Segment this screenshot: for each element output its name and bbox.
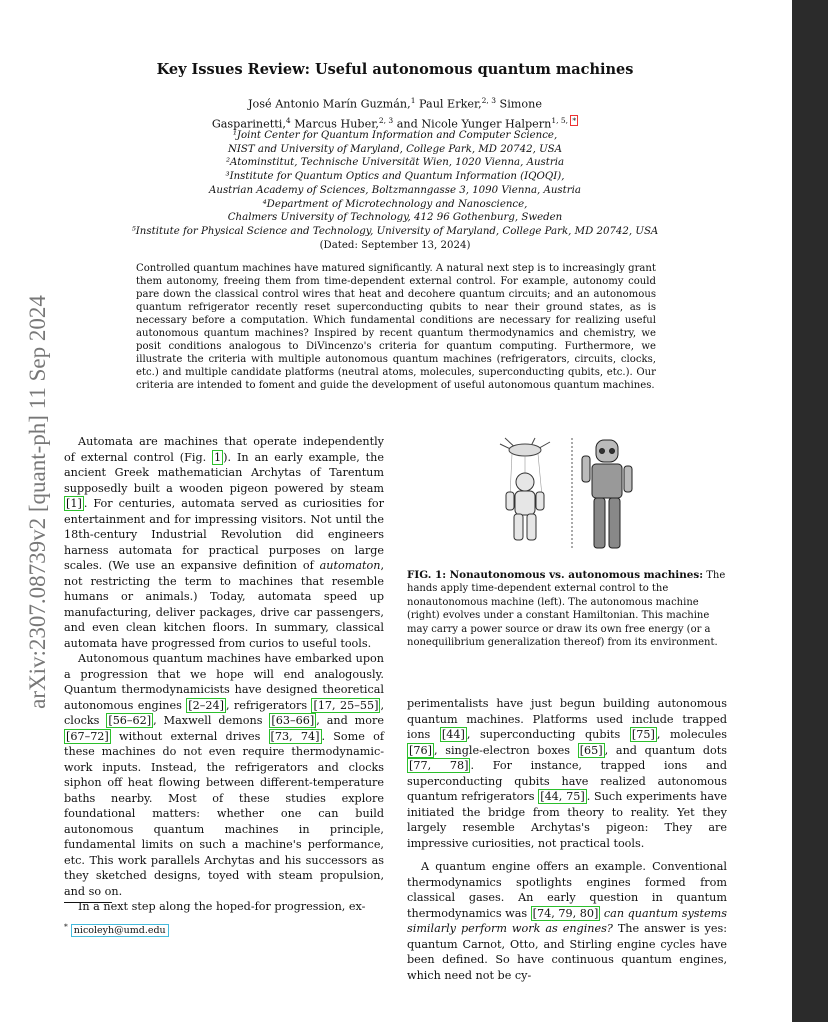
citation-link[interactable]: [44, 75] [540,790,585,803]
dated-line: (Dated: September 13, 2024) [319,239,471,251]
text-run: Automata are machines that operate independently of external control (Fig. [64,435,384,464]
citation-link[interactable]: [17, 25–55] [313,698,379,712]
author-list [80,93,710,132]
citation-link[interactable]: [1] [66,497,82,510]
text-run: without external drives [110,729,269,743]
text-run: Autonomous quantum machines have embarked upon a progression that we hope will end analogously. Quantum thermodynamicists have designed theoretical autonomous engines [64,652,384,712]
author-text: Paul Erker, [415,97,482,111]
marionette-figure [506,473,544,540]
paragraph [64,434,384,651]
affiliation-line: ²Atominstitut, Technische Universität Wien, 1020 Vienna, Austria [225,157,565,169]
viewer-scrollbar-region [792,0,828,1022]
affil-sup: 1 [410,96,416,105]
affiliation-line: Austrian Academy of Sciences, Boltzmanngasse 3, 1090 Vienna, Austria [209,184,581,196]
text-run: . Some of these machines do not even require thermodynamic-work inputs. Instead, the refrigerators and clocks siphon off heat flowing between different-temperature baths nearby. Most of these studies explore foundational matters: whether one can build autonomous quantum machines in principle, fundamental limits on such a machine's performance, etc. This work parallels Archytas and his successors as they sketched designs, toyed with steam propulsion, and so on. [64,729,384,898]
citation-link[interactable]: [77, 78] [409,759,469,772]
text-run: , not restricting the term to machines that resemble humans or animals.) Today, automata speed up manufacturing, deliver packages, drive car passengers, and even clean kitchen floors. In summary, classical automata have progressed from curios to useful tools. [64,559,384,650]
affiliation-line: ³Institute for Quantum Optics and Quantum Information (IQOQI), [225,171,565,183]
affil-sup: 2, 3 [378,115,394,125]
affiliations [80,129,710,252]
text-run: , and quantum dots [604,743,727,757]
text-run: A quantum engine offers an example. Conventional thermodynamics spotlights engines formed from classical gases. An early question in quantum thermodynamics was [407,860,727,920]
affiliation-line: Chalmers University of Technology, 412 96 Gothenburg, Sweden [227,212,563,224]
figure-caption-label: FIG. 1: Nonautonomous vs. autonomous machines: [407,569,704,581]
citation-link[interactable]: [76] [409,743,432,757]
abstract: Controlled quantum machines have matured significantly. A natural next step is to increasingly grant them autonomy, freeing them from time-dependent external control. For example, autonomy could pare down the classical control wires that heat and decohere quantum circuits; and an autonomous quantum refrigerator recently reset superconducting qubits to near their ground states, as is necessary before a computation. Which fundamental conditions are necessary for realizing useful autonomous quantum machines? Inspired by recent quantum thermodynamics and chemistry, we posit conditions analogous to DiVincenzo's criteria for quantum computing. Furthermore, we illustrate the criteria with multiple autonomous quantum machines (refrigerators, circuits, clocks, etc.) and multiple candidate platforms (neutral atoms, molecules, superconducting qubits, etc.). Our criteria are intended to foment and guide the development of useful autonomous quantum machines. [136,263,656,391]
arxiv-sidebar-stamp: arXiv:2307.08739v2 [quant-ph] 11 Sep 2024 [25,295,50,709]
text-run: . For instance, trapped ions and superconducting qubits have realized autonomous quantum refrigerators [407,759,727,803]
affiliation-line: ¹Joint Center for Quantum Information and Computer Science, [232,130,558,141]
puppeteer-hands [500,438,550,456]
figure-1-illustration [480,434,655,554]
paragraph [407,859,727,983]
citation-link[interactable]: [44] [441,728,465,741]
text-run: ). In an early example, the ancient Greek mathematician Archytas of Tarentum supposedly built a wooden pigeon powered by steam [64,450,384,495]
text-run: , Maxwell demons [153,714,270,727]
text-run: , and more [316,714,384,727]
footnote [64,922,169,936]
citation-link[interactable]: [74, 79, 80] [532,906,599,920]
affil-sup: 4 [285,115,291,125]
author-text: Marcus Huber, [290,117,379,131]
figure-caption-text: The hands apply time-dependent external control to the nonautonomous machine (left). The autonomous machine (right) evolves under a constant Hamiltonian. This machine may carry a power source or draw its own free energy (or a nonequilibrium generalization thereof) from its environment. [407,570,726,649]
paragraph [407,696,727,851]
citation-link[interactable]: [73, 74] [270,729,320,743]
robot-figure [582,440,632,548]
footnote-rule [64,902,112,903]
paper-title: Key Issues Review: Useful autonomous quantum machines [156,61,634,78]
email-link[interactable]: nicoleyh@umd.edu [71,924,169,937]
citation-link[interactable]: [56–62] [108,714,152,727]
right-column [407,696,727,983]
paragraph: In a next step along the hoped-for progression, ex- [78,900,366,913]
affil-sup: 2, 3 [481,96,496,105]
citation-link[interactable]: [67–72] [66,729,109,743]
text-run: . For centuries, automata served as curiosities for entertainment and for impressing visitors. Not until the 18th-century Industrial Revolution did engineers harness automata for practical purposes on large scales. (We use an expansive definition of [64,497,384,572]
text-run: , single-electron boxes [433,743,578,757]
citation-link[interactable]: [75] [631,728,655,741]
author-text: José Antonio Marín Guzmán, [248,97,411,111]
text-run: perimentalists have just begun building autonomous quantum machines. Platforms used include trapped ions [407,697,727,741]
affiliation-line: ⁴Department of Microtechnology and Nanoscience, [262,198,528,210]
citation-link[interactable]: [63–66] [271,714,315,727]
text-run: , refrigerators [225,698,312,712]
emphasis: automaton [319,559,381,572]
affiliation-line: NIST and University of Maryland, College Park, MD 20742, USA [227,143,563,155]
emphasis: can quantum systems similarly perform work as engines? [407,906,727,935]
citation-link[interactable]: [65] [579,743,603,757]
text-run: , superconducting qubits [466,728,630,741]
affiliation-line: ⁵Institute for Physical Science and Technology, University of Maryland, College Park, MD 20742, USA [131,225,659,237]
text-run: , molecules [656,728,727,741]
text-run: . Such experiments have initiated the bridge from theory to reality. Yet they largely resemble Archytas's pigeon: They are impressive curiosities, not practical tools. [407,790,727,850]
figure-link[interactable]: 1 [214,450,222,464]
author-text: and Nicole Yunger Halpern [393,117,552,131]
affil-sup: 1, 5, [551,115,571,125]
author-text: Simone [495,97,542,111]
left-column [64,434,384,915]
author-text: Gasparinetti, [211,117,286,131]
text-run: , clocks [64,698,384,727]
footnote-mark: * [64,922,68,931]
footnote-star-link[interactable]: * [572,115,577,125]
text-run: The answer is yes: quantum Carnot, Otto, and Stirling engine cycles have been defined. So have continuous quantum engines, which need not be cy- [407,922,727,982]
figure-caption [407,569,727,649]
citation-link[interactable]: [2–24] [188,698,224,712]
paragraph [64,651,384,899]
